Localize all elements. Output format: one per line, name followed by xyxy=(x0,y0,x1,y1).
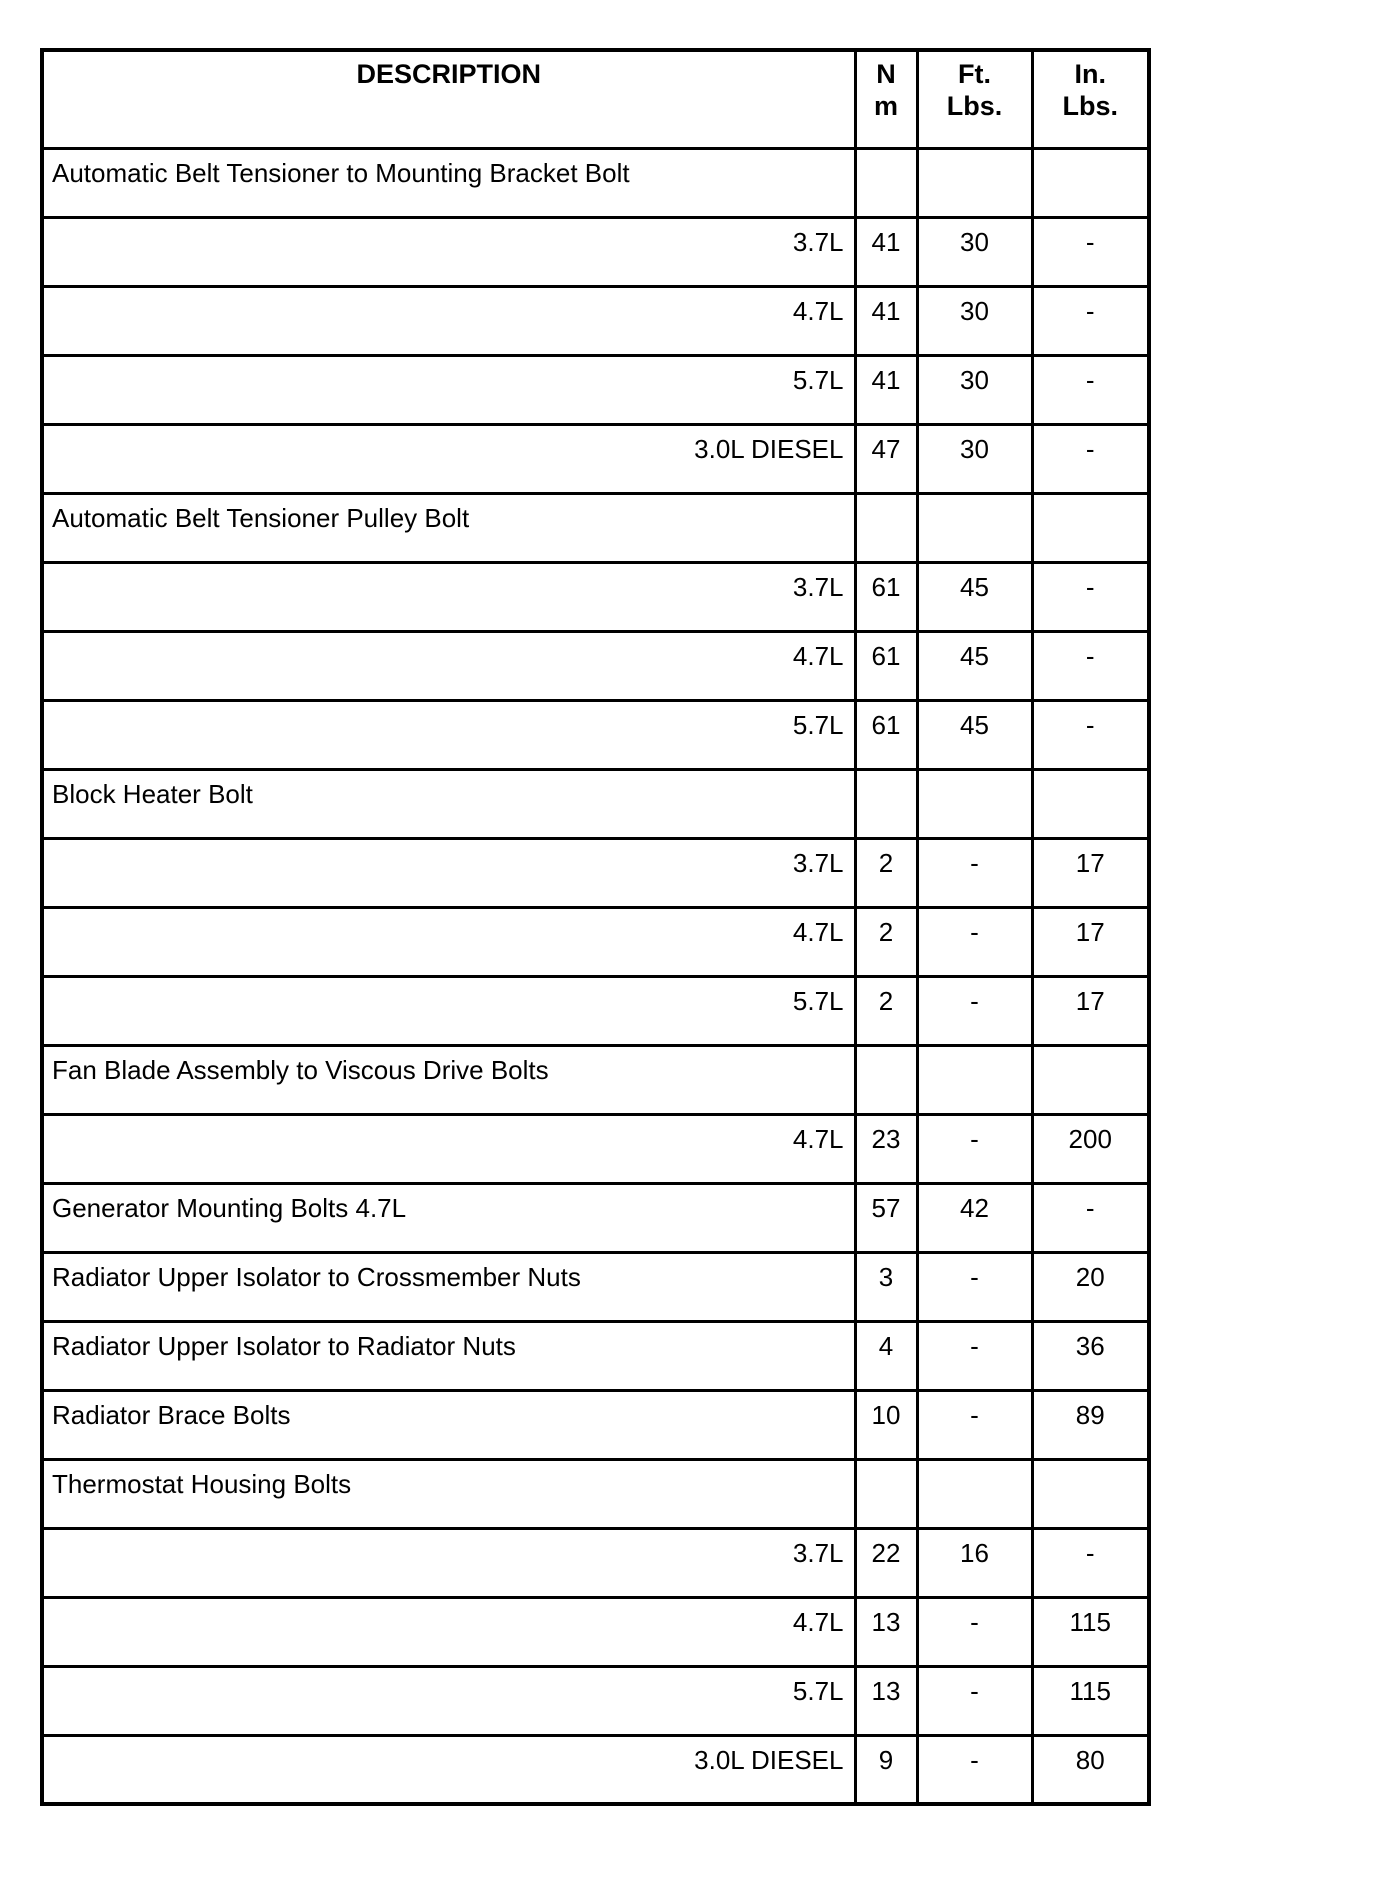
ft-lbs-cell: - xyxy=(917,1252,1032,1321)
in-lbs-cell xyxy=(1032,1459,1149,1528)
in-lbs-cell: 17 xyxy=(1032,907,1149,976)
ft-lbs-cell: 45 xyxy=(917,562,1032,631)
ft-lbs-cell xyxy=(917,769,1032,838)
in-lbs-cell xyxy=(1032,148,1149,217)
header-nm: N m xyxy=(855,50,917,148)
ft-lbs-cell: - xyxy=(917,1597,1032,1666)
nm-cell: 4 xyxy=(855,1321,917,1390)
header-ft-lbs: Ft. Lbs. xyxy=(917,50,1032,148)
description-cell: 3.7L xyxy=(42,1528,855,1597)
table-row xyxy=(42,1045,1149,1114)
ft-lbs-cell: - xyxy=(917,838,1032,907)
nm-cell: 13 xyxy=(855,1597,917,1666)
table-row xyxy=(42,355,1149,424)
in-lbs-cell: - xyxy=(1032,286,1149,355)
description-cell: 4.7L xyxy=(42,907,855,976)
ft-lbs-cell: - xyxy=(917,976,1032,1045)
table-row xyxy=(42,1321,1149,1390)
ft-lbs-cell: - xyxy=(917,1390,1032,1459)
nm-cell: 9 xyxy=(855,1735,917,1804)
description-cell: 4.7L xyxy=(42,1114,855,1183)
ft-lbs-cell: 42 xyxy=(917,1183,1032,1252)
nm-cell: 13 xyxy=(855,1666,917,1735)
description-cell: 3.7L xyxy=(42,838,855,907)
ft-lbs-cell: - xyxy=(917,1735,1032,1804)
description-cell: Automatic Belt Tensioner to Mounting Bracket Bolt xyxy=(42,148,855,217)
table-row xyxy=(42,562,1149,631)
nm-cell: 23 xyxy=(855,1114,917,1183)
ft-lbs-cell: 30 xyxy=(917,217,1032,286)
description-cell: Fan Blade Assembly to Viscous Drive Bolts xyxy=(42,1045,855,1114)
ft-lbs-cell: 30 xyxy=(917,424,1032,493)
description-cell: 3.7L xyxy=(42,217,855,286)
table-row xyxy=(42,1528,1149,1597)
in-lbs-cell: 36 xyxy=(1032,1321,1149,1390)
header-row xyxy=(42,50,1149,148)
table-row xyxy=(42,769,1149,838)
ft-lbs-cell: 30 xyxy=(917,355,1032,424)
in-lbs-cell: 115 xyxy=(1032,1597,1149,1666)
in-lbs-cell: 115 xyxy=(1032,1666,1149,1735)
table-body xyxy=(42,148,1149,1804)
nm-cell: 2 xyxy=(855,838,917,907)
in-lbs-cell: 80 xyxy=(1032,1735,1149,1804)
description-cell: 3.0L DIESEL xyxy=(42,424,855,493)
description-cell: 5.7L xyxy=(42,355,855,424)
header-in-lbs: In. Lbs. xyxy=(1032,50,1149,148)
in-lbs-cell: 200 xyxy=(1032,1114,1149,1183)
ft-lbs-cell: 30 xyxy=(917,286,1032,355)
table-row xyxy=(42,1114,1149,1183)
description-cell: Block Heater Bolt xyxy=(42,769,855,838)
nm-cell xyxy=(855,493,917,562)
nm-cell: 3 xyxy=(855,1252,917,1321)
table-row xyxy=(42,424,1149,493)
ft-lbs-cell: - xyxy=(917,1666,1032,1735)
nm-cell xyxy=(855,148,917,217)
in-lbs-cell xyxy=(1032,769,1149,838)
table-row xyxy=(42,1390,1149,1459)
description-cell: 4.7L xyxy=(42,631,855,700)
table-row xyxy=(42,1252,1149,1321)
table-row xyxy=(42,1666,1149,1735)
table-row xyxy=(42,907,1149,976)
description-cell: Radiator Upper Isolator to Radiator Nuts xyxy=(42,1321,855,1390)
table-row xyxy=(42,1735,1149,1804)
header-description: DESCRIPTION xyxy=(42,50,855,148)
nm-cell: 41 xyxy=(855,355,917,424)
torque-spec-table xyxy=(40,48,1151,1806)
table-row xyxy=(42,148,1149,217)
in-lbs-cell: - xyxy=(1032,217,1149,286)
nm-cell: 47 xyxy=(855,424,917,493)
in-lbs-cell: 17 xyxy=(1032,838,1149,907)
table-row xyxy=(42,700,1149,769)
in-lbs-cell: - xyxy=(1032,424,1149,493)
description-cell: 3.7L xyxy=(42,562,855,631)
description-cell: 5.7L xyxy=(42,1666,855,1735)
table-row xyxy=(42,493,1149,562)
nm-cell xyxy=(855,1459,917,1528)
description-cell: 4.7L xyxy=(42,286,855,355)
ft-lbs-cell: - xyxy=(917,1321,1032,1390)
nm-cell: 41 xyxy=(855,217,917,286)
in-lbs-cell xyxy=(1032,493,1149,562)
description-cell: Radiator Brace Bolts xyxy=(42,1390,855,1459)
in-lbs-cell: - xyxy=(1032,631,1149,700)
nm-cell: 61 xyxy=(855,700,917,769)
nm-cell: 61 xyxy=(855,562,917,631)
ft-lbs-cell: 45 xyxy=(917,700,1032,769)
table-row xyxy=(42,976,1149,1045)
in-lbs-cell: - xyxy=(1032,355,1149,424)
description-cell: Automatic Belt Tensioner Pulley Bolt xyxy=(42,493,855,562)
description-cell: Radiator Upper Isolator to Crossmember Nuts xyxy=(42,1252,855,1321)
in-lbs-cell: 17 xyxy=(1032,976,1149,1045)
table-row xyxy=(42,1597,1149,1666)
ft-lbs-cell: 45 xyxy=(917,631,1032,700)
in-lbs-cell xyxy=(1032,1045,1149,1114)
ft-lbs-cell xyxy=(917,1459,1032,1528)
table-row xyxy=(42,1183,1149,1252)
ft-lbs-cell: - xyxy=(917,1114,1032,1183)
description-cell: 5.7L xyxy=(42,700,855,769)
in-lbs-cell: - xyxy=(1032,1183,1149,1252)
nm-cell: 41 xyxy=(855,286,917,355)
table-row xyxy=(42,838,1149,907)
table-row xyxy=(42,1459,1149,1528)
ft-lbs-cell xyxy=(917,148,1032,217)
ft-lbs-cell xyxy=(917,1045,1032,1114)
nm-cell: 22 xyxy=(855,1528,917,1597)
in-lbs-cell: 89 xyxy=(1032,1390,1149,1459)
description-cell: 5.7L xyxy=(42,976,855,1045)
description-cell: Generator Mounting Bolts 4.7L xyxy=(42,1183,855,1252)
in-lbs-cell: - xyxy=(1032,1528,1149,1597)
table-row xyxy=(42,631,1149,700)
nm-cell: 61 xyxy=(855,631,917,700)
in-lbs-cell: - xyxy=(1032,562,1149,631)
in-lbs-cell: - xyxy=(1032,700,1149,769)
ft-lbs-cell: 16 xyxy=(917,1528,1032,1597)
nm-cell: 10 xyxy=(855,1390,917,1459)
nm-cell xyxy=(855,1045,917,1114)
description-cell: 4.7L xyxy=(42,1597,855,1666)
nm-cell xyxy=(855,769,917,838)
in-lbs-cell: 20 xyxy=(1032,1252,1149,1321)
description-cell: 3.0L DIESEL xyxy=(42,1735,855,1804)
nm-cell: 2 xyxy=(855,976,917,1045)
table-row xyxy=(42,286,1149,355)
description-cell: Thermostat Housing Bolts xyxy=(42,1459,855,1528)
ft-lbs-cell xyxy=(917,493,1032,562)
table-row xyxy=(42,217,1149,286)
nm-cell: 57 xyxy=(855,1183,917,1252)
ft-lbs-cell: - xyxy=(917,907,1032,976)
nm-cell: 2 xyxy=(855,907,917,976)
